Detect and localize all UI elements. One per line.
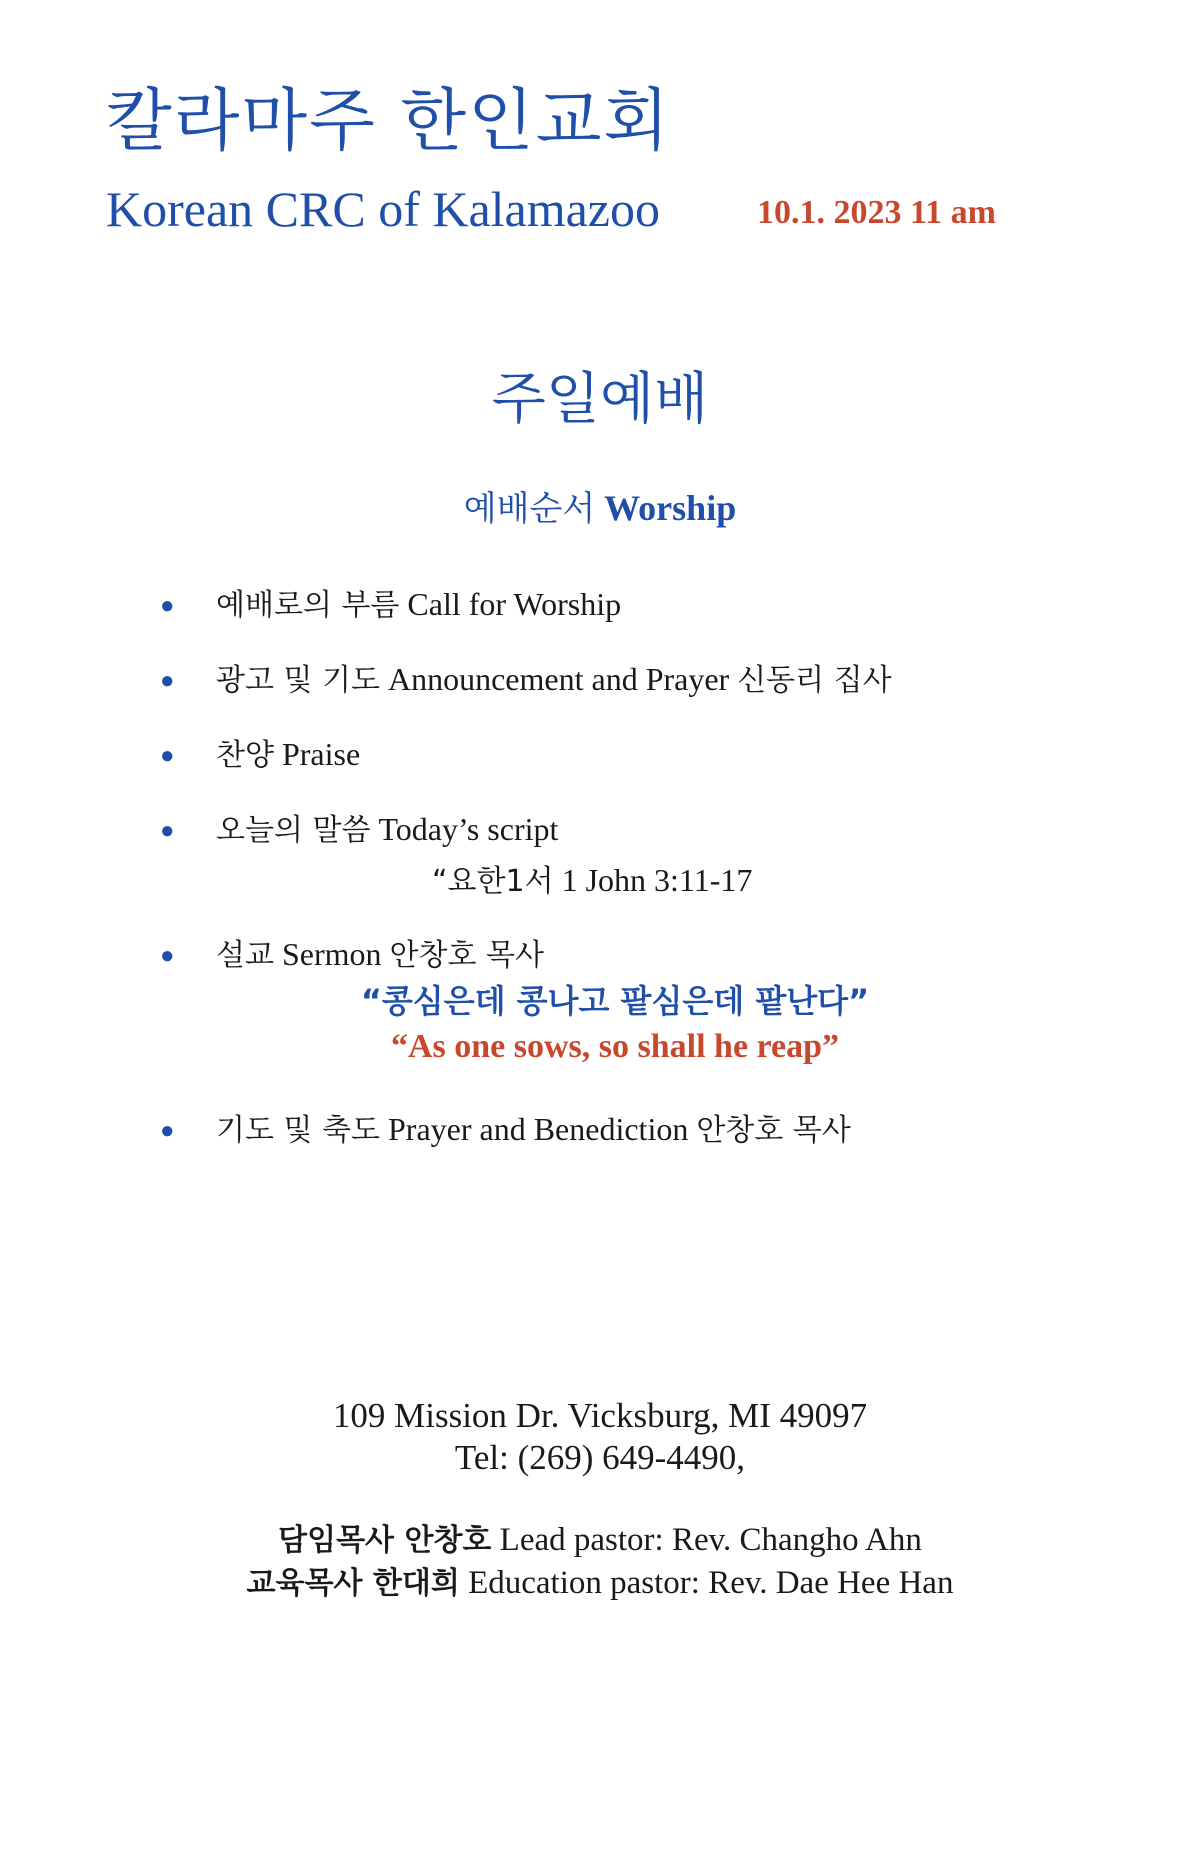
church-name-english: Korean CRC of Kalamazoo — [106, 181, 661, 237]
bullet-icon: ● — [160, 943, 175, 969]
order-heading-korean: 예배순서 — [463, 489, 596, 529]
church-address: 109 Mission Dr. Vicksburg, MI 49097 — [332, 1396, 868, 1435]
order-heading — [0, 488, 1200, 529]
order-item-leader: 안창호 목사 — [696, 1113, 851, 1148]
order-item-korean: 기도 및 축도 — [216, 1113, 380, 1148]
lead-pastor-line — [0, 1524, 1200, 1557]
bullet-icon: ● — [160, 1118, 175, 1144]
order-heading-english: Worship — [604, 488, 737, 528]
education-pastor-korean: 교육목사 한대희 — [246, 1566, 460, 1601]
order-item-english: Announcement and Prayer — [387, 661, 730, 697]
church-name-korean: 칼라마주 한인교회 — [106, 82, 672, 161]
order-item-text — [216, 813, 558, 846]
service-title: 주일예배 — [491, 367, 709, 432]
sermon-title-korean: “콩심은데 콩나고 팥심은데 팥난다” — [360, 982, 870, 1020]
lead-pastor-korean: 담임목사 안창호 — [278, 1523, 492, 1558]
order-item-english: Today’s script — [378, 811, 559, 847]
order-item-english: Praise — [281, 736, 361, 772]
church-phone: Tel: (269) 649-4490, — [454, 1438, 746, 1477]
order-item-english: Prayer and Benediction — [387, 1111, 689, 1147]
order-item-text — [216, 738, 360, 771]
order-item-text — [216, 938, 544, 971]
bullet-icon: ● — [160, 593, 175, 619]
education-pastor-english: Education pastor: Rev. Dae Hee Han — [468, 1565, 954, 1601]
order-item-leader: 신동리 집사 — [737, 663, 892, 698]
bullet-icon: ● — [160, 743, 175, 769]
order-item-text — [216, 1113, 851, 1146]
order-item-english: Call for Worship — [407, 586, 622, 622]
order-item-korean: 설교 — [216, 938, 274, 973]
bullet-icon: ● — [160, 818, 175, 844]
order-item-english: Sermon — [281, 936, 382, 972]
order-item-korean: 예배로의 부름 — [216, 588, 400, 623]
scripture-korean: “요한1서 — [432, 864, 554, 899]
scripture-english: 1 John 3:11-17 — [561, 862, 753, 898]
order-item-korean: 오늘의 말씀 — [216, 813, 371, 848]
bullet-icon: ● — [160, 668, 175, 694]
order-item-korean: 광고 및 기도 — [216, 663, 380, 698]
sermon-title-english: “As one sows, so shall he reap” — [390, 1028, 840, 1065]
order-item-text — [216, 663, 892, 696]
order-item-text — [216, 588, 621, 621]
service-date: 10.1. 2023 11 am — [757, 194, 996, 231]
lead-pastor-english: Lead pastor: Rev. Changho Ahn — [499, 1522, 922, 1558]
education-pastor-line — [0, 1567, 1200, 1600]
order-item-korean: 찬양 — [216, 738, 274, 773]
order-item-leader: 안창호 목사 — [389, 938, 544, 973]
scripture-reference — [432, 864, 752, 897]
